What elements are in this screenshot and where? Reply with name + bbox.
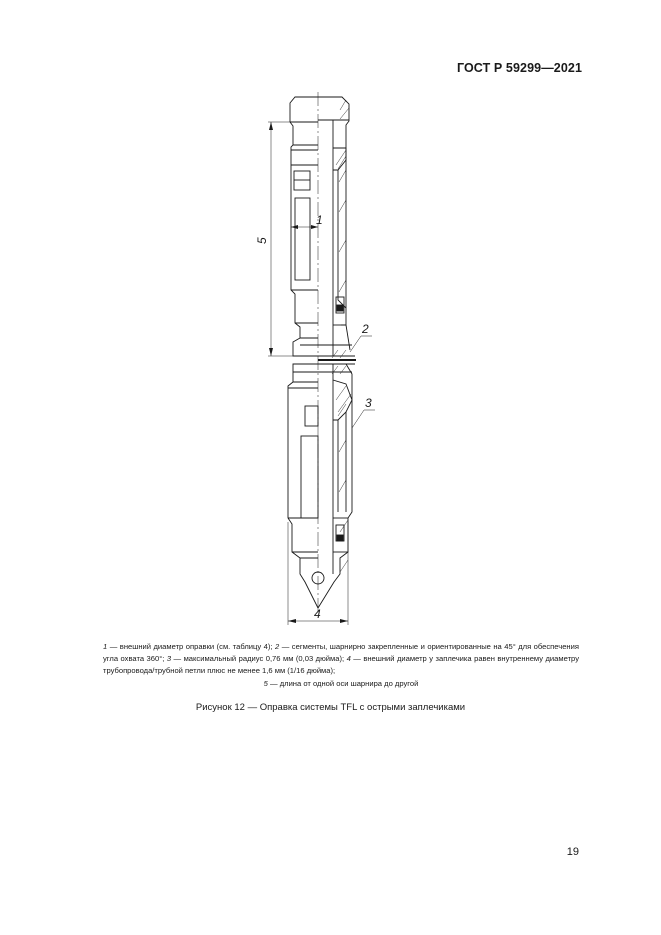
legend-text-4: — внешний диаметр у заплечика равен внутреннему диаметру трубопровода/трубной петли плюс не менее 1,6 мм (1/16 дюйма); [103,654,579,676]
callout-3: 3 [365,396,372,410]
figure-caption: Рисунок 12 — Оправка системы TFL с острыми заплечиками [195,702,466,713]
legend-last-line [103,678,579,690]
standard-header: ГОСТ Р 59299—2021 [456,61,582,75]
legend-text-1: — внешний диаметр оправки (см. таблицу 4); [107,642,276,651]
legend-num-5: 5 [263,678,268,688]
legend-num-3: 3 [166,654,172,664]
callout-1: 1 [316,213,323,227]
page-number: 19 [566,846,579,858]
callout-2: 2 [362,322,369,336]
legend-text-2: — сегменты, шарнирно закрепленные и ориентированные на 45° для обеспечения угла охвата 360°; [103,642,579,664]
legend-text-5: — длина от одной оси шарнира до другой [267,678,419,688]
figure-legend [103,641,579,690]
legend-num-2: 2 [275,642,280,651]
callout-5: 5 [255,237,269,244]
callout-4: 4 [314,607,321,621]
legend-num-4: 4 [346,654,351,664]
legend-num-1: 1 [103,642,108,651]
legend-text-3: — максимальный радиус 0,76 мм (0,03 дюйма); [171,654,347,664]
